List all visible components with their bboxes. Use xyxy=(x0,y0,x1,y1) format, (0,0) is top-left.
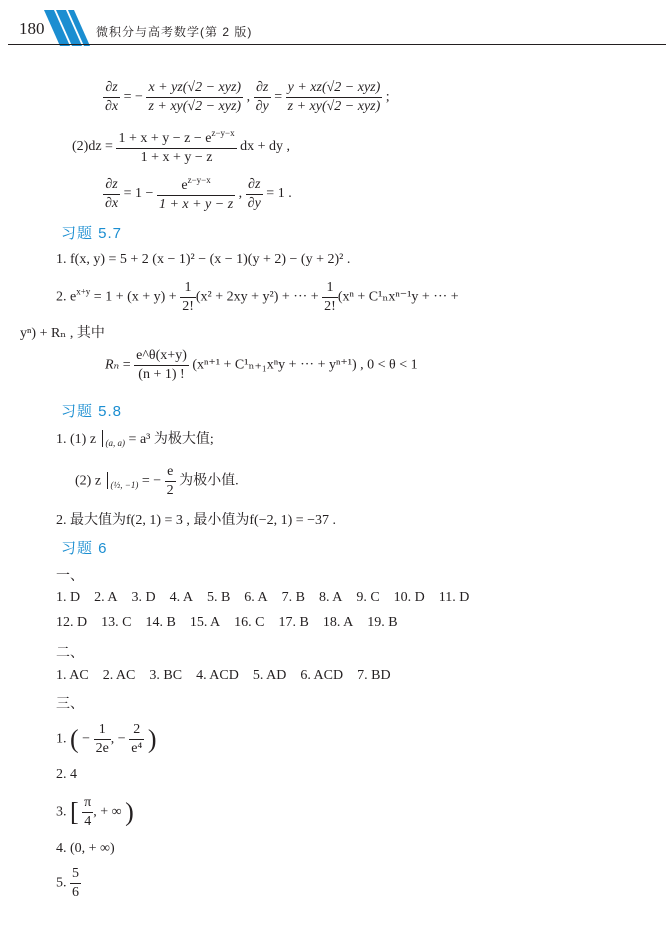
remainder-formula: Rₙ = $\frac{e\^{}\theta(x+y)}{(n + 1) !}$ (xⁿ⁺¹ + C¹ₙ₊₁xⁿy + ··· + yⁿ⁺¹) , 0 < θ < 1 xyxy=(105,348,418,382)
two-over-e4: $\frac{2}{\text{e⁴}}$ xyxy=(131,722,143,756)
pi-over-4: $\frac{\pi}{4}$ xyxy=(84,795,92,829)
answer: 11. D xyxy=(438,590,470,605)
answer: 13. C xyxy=(101,615,132,630)
answer: 7. BD xyxy=(357,668,391,683)
answer: 8. A xyxy=(318,590,343,605)
answer: 19. B xyxy=(367,615,398,630)
five-sixths: $\frac{5}{6}$ xyxy=(72,866,79,900)
dz-dy-rhs-fraction: $\frac{\text{y + xz(√2 − xyz)}}{\text{z + xy(√2 − xyz)}}$ xyxy=(287,80,381,114)
answer: 15. A xyxy=(189,615,221,630)
part-three-label: 三、 xyxy=(56,697,84,712)
e-over-2: $\frac{e}{2}$ xyxy=(166,464,174,498)
dz-dx-fraction-2: $\frac{\partial z}{\partial x}$ xyxy=(105,176,119,211)
answer: 9. C xyxy=(356,590,380,605)
equals-one-minus: = 1 − xyxy=(123,186,154,202)
answer: 12. D xyxy=(56,615,88,630)
dz-dy-fraction: $\frac{\partial z}{\partial y}$ xyxy=(255,80,269,114)
one-over-n-factorial: $\frac{1}{2!}$ xyxy=(324,280,336,314)
comma: , xyxy=(246,89,251,105)
equals-one: = 1 . xyxy=(266,186,292,202)
exp-fraction: $\frac{e^{z-y-x}}{1 + x + y - z}$ xyxy=(158,175,234,212)
answer: 4. A xyxy=(169,590,193,605)
answers-row-3 xyxy=(56,668,405,684)
answer: 1. D xyxy=(56,590,81,605)
answer: 6. A xyxy=(244,590,268,605)
answer: 10. D xyxy=(393,590,425,605)
fill-answer-5: 5. $\frac{5}{6}$ xyxy=(56,866,79,900)
dz-dy-fraction-2: $\frac{\partial z}{\partial y}$ xyxy=(247,176,261,211)
answer: 18. A xyxy=(322,615,354,630)
fill-answer-3: 3. [ $\frac{\pi}{4}$ , + ∞ ) xyxy=(56,795,134,829)
total-differential-line xyxy=(72,128,290,166)
part-one-label: 一、 xyxy=(56,569,84,584)
answer: 5. AD xyxy=(252,668,287,683)
answer: 4. ACD xyxy=(196,668,239,683)
one-over-2-factorial: $\frac{1}{2!}$ xyxy=(182,280,194,314)
partial-derivatives-line xyxy=(103,80,390,115)
semicolon: ; xyxy=(385,89,390,105)
dz-dx-rhs-fraction: $\frac{\text{x + yz(√2 − xyz)}}{\text{z + xy(√2 − xyz)}}$ xyxy=(148,80,242,114)
fill-answer-4: 4. (0, + ∞) xyxy=(56,841,115,856)
fill-answer-2: 2. 4 xyxy=(56,767,77,782)
ex57-line2: 2. $e^{x+y} = 1 + (x + y)$ + $\frac{1}{2!}$ (x² + 2xy + y²) + ··· + $\frac{1}{2!}$ (xⁿ + C¹ₙxⁿ⁻¹y + ··· + xyxy=(56,280,459,314)
header-stripes xyxy=(44,10,92,46)
ex58-line3: 2. 最大值为f(2, 1) = 3 , 最小值为f(−2, 1) = −37 . xyxy=(56,513,337,528)
dz-dx-fraction: $\frac{\partial z}{\partial x}$ xyxy=(105,80,119,114)
one-over-2e: $\frac{1}{2e}$ xyxy=(95,722,109,756)
section-heading-6: 习题 6 xyxy=(61,540,108,557)
ex58-line1: 1. (1) z $_{(a, a)}$ = a³ 为极大值; xyxy=(56,432,214,448)
answer: 3. BC xyxy=(149,668,183,683)
answer: 3. D xyxy=(131,590,156,605)
answer: 14. B xyxy=(145,615,176,630)
partial-results-line xyxy=(103,175,292,213)
answers-row-1 xyxy=(56,590,483,606)
header-rule xyxy=(8,44,666,45)
answer: 17. B xyxy=(278,615,309,630)
answer: 16. C xyxy=(234,615,265,630)
dz-fraction: $\frac{1 + x + y - z - e^{z-y-x}}{1 + x + y - z}$ xyxy=(118,128,235,165)
book-title: 微积分与高考数学(第 2 版) xyxy=(96,25,253,39)
section-heading-5-7: 习题 5.7 xyxy=(61,225,123,242)
equals: = xyxy=(274,89,283,105)
part-two-label: 二、 xyxy=(56,646,84,661)
fill-answer-1: 1. ( − $\frac{1}{2e}$ , − $\frac{2}{\text{e⁴}}$ ) xyxy=(56,722,157,756)
ex57-line1: 1. f(x, y) = 5 + 2 (x − 1)² − (x − 1)(y + 2) − (y + 2)² . xyxy=(56,252,351,267)
dz-label: (2)dz = xyxy=(72,139,113,155)
answers-row-2 xyxy=(56,615,412,631)
ex58-line2: (2) z $_{(\frac{1}{2}, -1)}$ = − $\frac{e}{2}$ 为极小值. xyxy=(75,464,239,498)
answer: 5. B xyxy=(206,590,231,605)
equals-minus: = − xyxy=(123,89,143,105)
answer: 6. ACD xyxy=(300,668,344,683)
dz-tail: dx + dy , xyxy=(240,139,291,155)
remainder-fraction: $\frac{e\^{}\theta(x+y)}{(n + 1) !}$ xyxy=(136,348,187,382)
answer: 2. AC xyxy=(102,668,136,683)
answer: 2. A xyxy=(94,590,118,605)
page-number: 180 xyxy=(19,19,45,38)
comma-2: , xyxy=(238,186,243,202)
section-heading-5-8: 习题 5.8 xyxy=(61,403,123,420)
answer: 7. B xyxy=(281,590,305,605)
ex57-line3: yⁿ) + Rₙ , 其中 xyxy=(20,326,105,341)
answer: 1. AC xyxy=(56,668,89,683)
